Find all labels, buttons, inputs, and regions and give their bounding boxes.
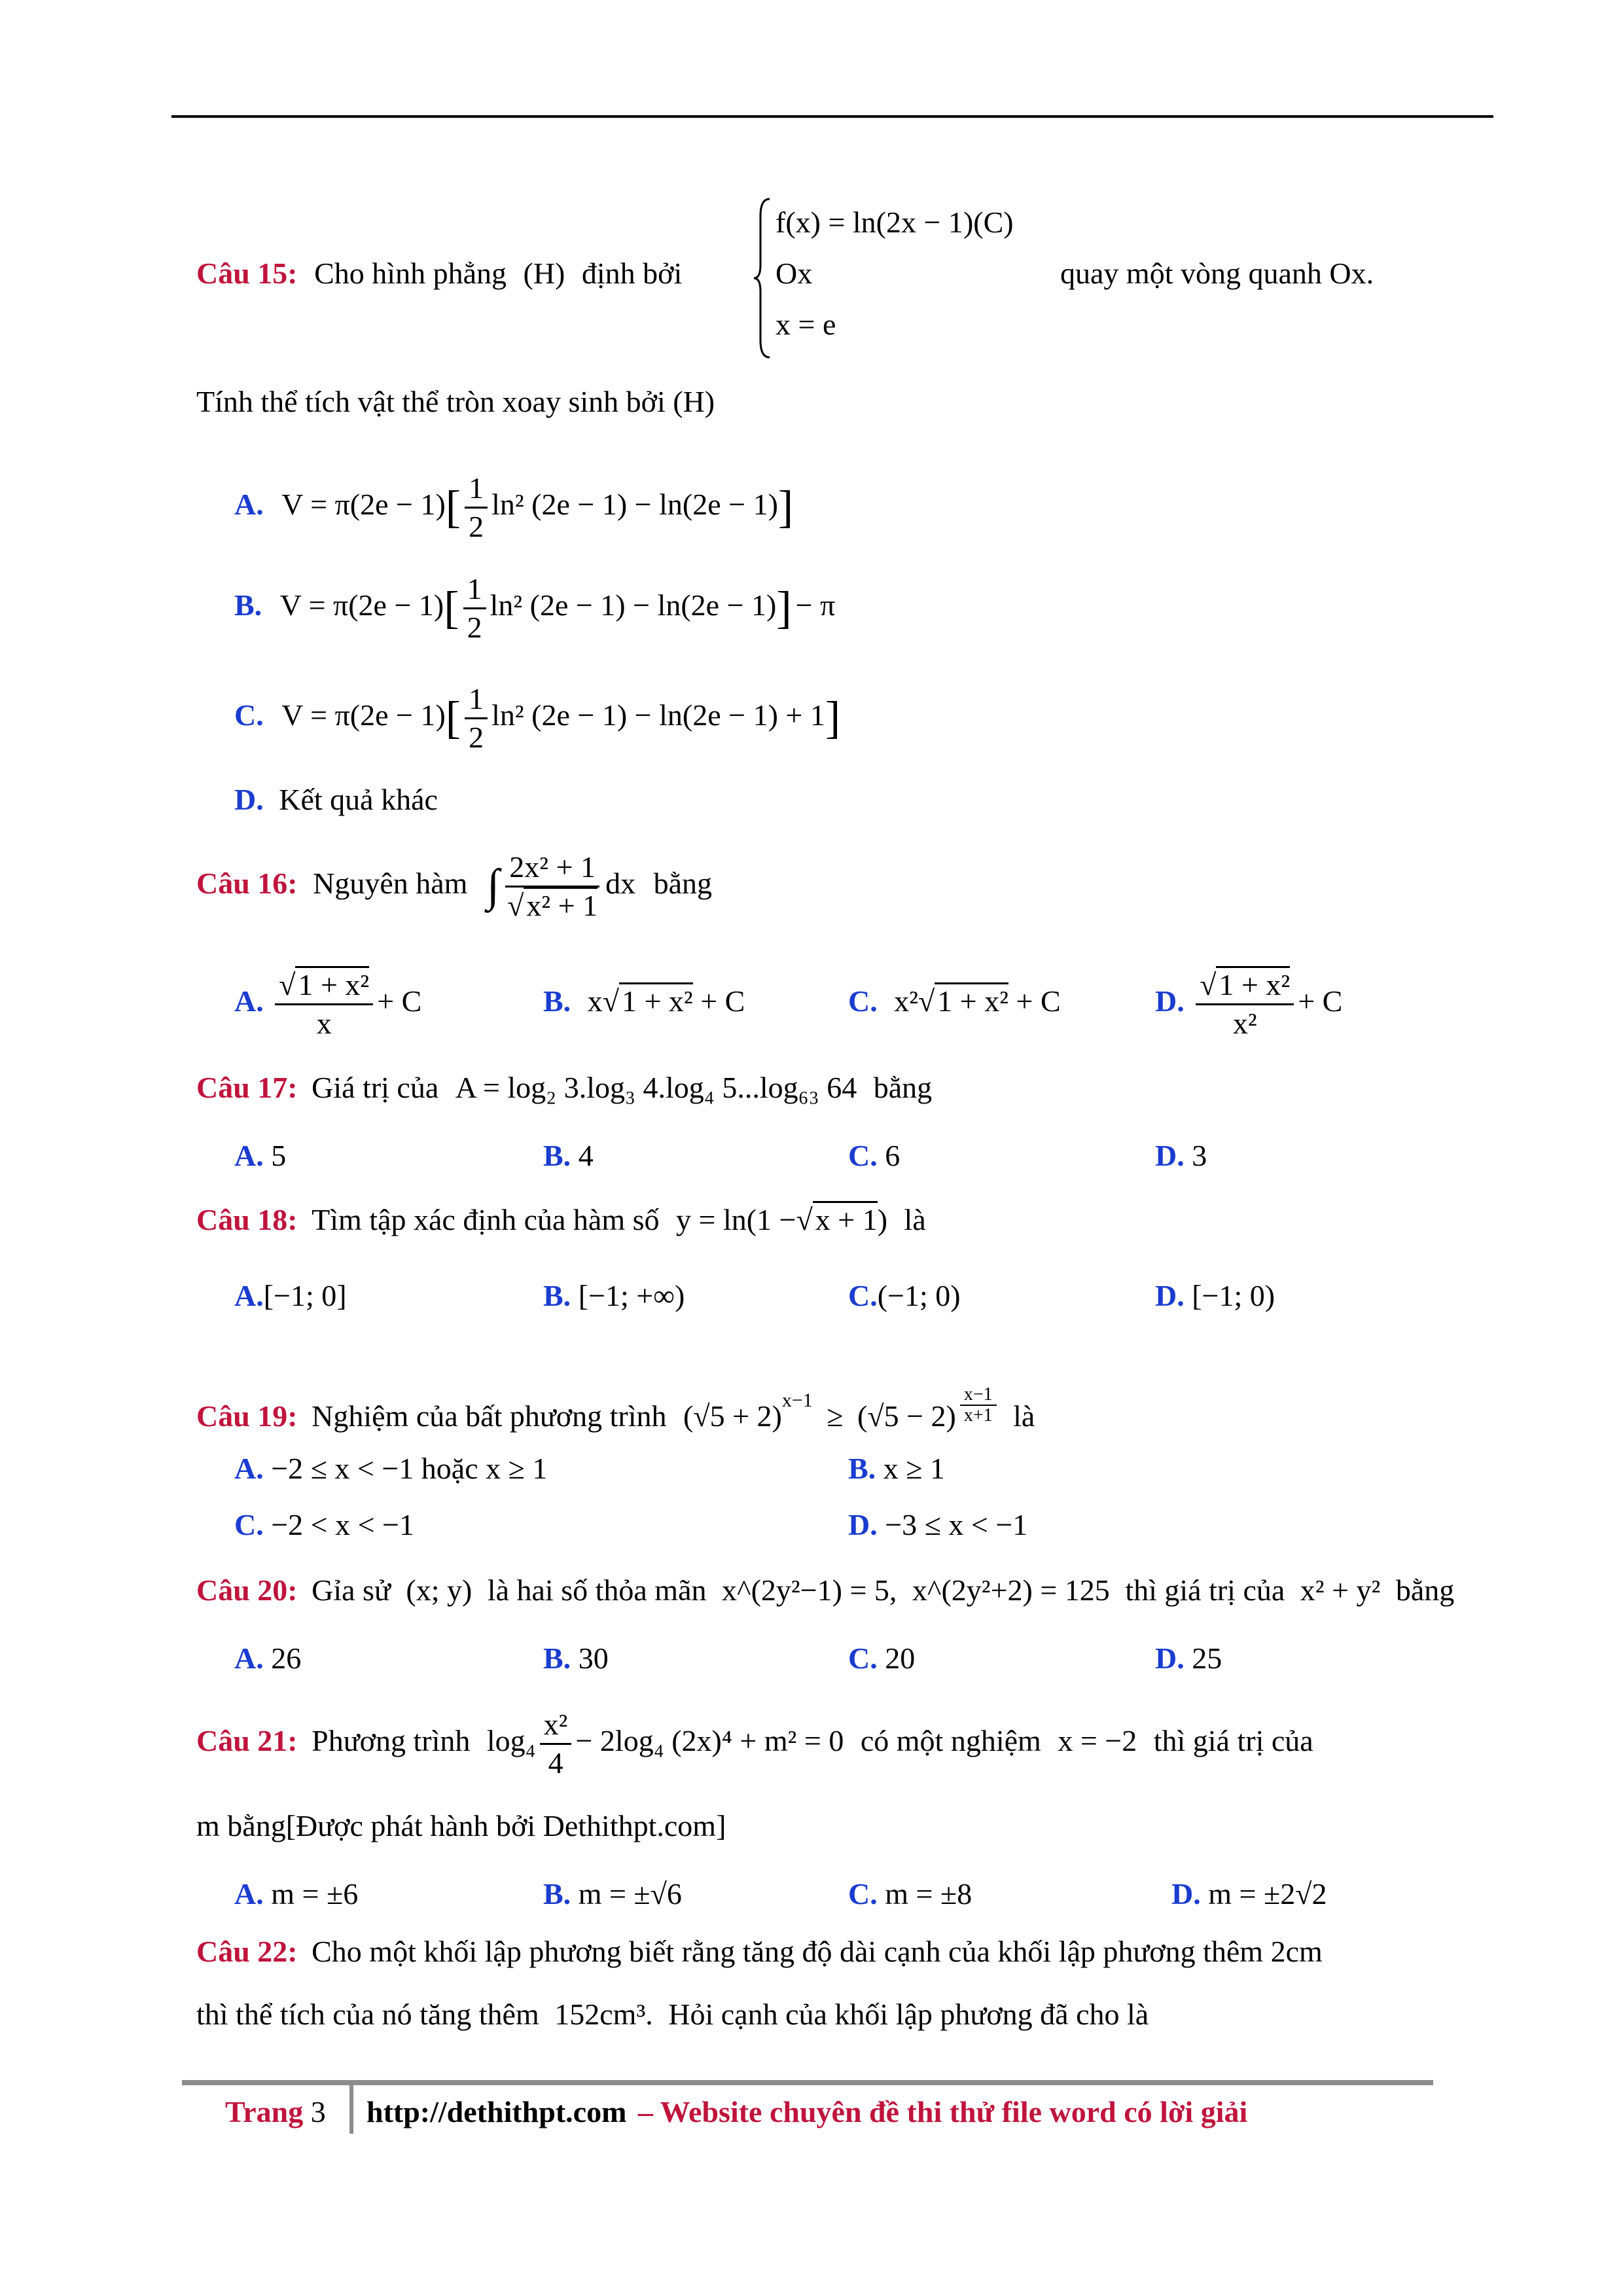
footer-url[interactable]: http://dethithpt.com (366, 2095, 627, 2128)
question-22-line2: thì thể tích của nó tăng thêm 152cm³. Hỏi cạnh của khối lập phương đã cho là (196, 1998, 1149, 2031)
option-19-B[interactable]: B. x ≥ 1 (848, 1452, 945, 1485)
integral-sign: ∫ (486, 861, 500, 912)
question-15-tail: quay một vòng quanh Ox. (1060, 257, 1374, 290)
header-rule (171, 115, 1493, 118)
question-22: Câu 22: Cho một khối lập phương biết rằng tăng độ dài cạnh của khối lập phương thêm 2cm (196, 1935, 1323, 1968)
system-line-2: Ox (776, 257, 813, 290)
option-21-D[interactable]: D. m = ±2√2 (1171, 1877, 1327, 1910)
option-20-C[interactable]: C. 20 (848, 1641, 916, 1675)
option-19-C[interactable]: C. −2 < x < −1 (234, 1508, 415, 1541)
option-21-C[interactable]: C. m = ±8 (848, 1877, 972, 1910)
option-17-A[interactable]: A. 5 (234, 1139, 287, 1172)
option-17-B[interactable]: B. 4 (543, 1139, 594, 1172)
question-21: Câu 21: Phương trình log₄ $\frac{\text{x²}}{4}$ − 2log₄ (2x)⁴ + m² = 0 có một nghiệm x = −2 thì giá trị của (196, 1707, 1313, 1780)
question-20: Câu 20: Gỉa sử (x; y) là hai số thỏa mãn x^(2y²−1) = 5, x^(2y²+2) = 125 thì giá trị của x² + y² bằng (196, 1573, 1455, 1607)
option-15-C[interactable]: C. V = π(2e − 1)[ $\frac{1}{2}$ ln² (2e − 1) − ln(2e − 1) + 1] (234, 682, 841, 754)
option-21-B[interactable]: B. m = ±√6 (543, 1877, 682, 1910)
footer-rule (182, 2080, 1433, 2085)
option-20-A[interactable]: A. 26 (234, 1641, 302, 1675)
question-16: Câu 16: Nguyên hàm ∫ $\frac{\text{2x² + 1}}{\text{√x² + 1}}$ dx bằng (196, 850, 713, 922)
option-16-C[interactable]: C. x²√1 + x² + C (848, 962, 1061, 1041)
option-19-A[interactable]: A. −2 ≤ x < −1 hoặc x ≥ 1 (234, 1452, 548, 1485)
option-15-A[interactable]: A. V = π(2e − 1)[ $\frac{1}{2}$ ln² (2e − 1) − ln(2e − 1)] (234, 471, 794, 543)
option-16-B[interactable]: B. x√1 + x² + C (543, 962, 745, 1041)
question-17: Câu 17: Giá trị của A = log₂ 3.log₃ 4.log₄ 5...log₆₃ 64 bằng (196, 1071, 933, 1104)
option-15-D[interactable]: D. Kết quả khác (234, 783, 438, 816)
question-18: Câu 18: Tìm tập xác định của hàm số y = ln(1 −√x + 1) là (196, 1200, 926, 1240)
option-15-B[interactable]: B. V = π(2e − 1)[ $\frac{1}{2}$ ln² (2e − 1) − ln(2e − 1)] − π (234, 572, 836, 644)
option-18-B[interactable]: B. [−1; +∞) (543, 1279, 685, 1312)
footer-page: Trang 3 (225, 2095, 326, 2128)
option-21-A[interactable]: A. m = ±6 (234, 1877, 359, 1910)
option-18-D[interactable]: D. [−1; 0) (1155, 1279, 1275, 1312)
option-18-A[interactable]: A.[−1; 0] (234, 1279, 347, 1312)
footer-divider (349, 2085, 353, 2134)
system-brace (753, 196, 772, 360)
option-18-C[interactable]: C.(−1; 0) (848, 1279, 961, 1312)
option-17-C[interactable]: C. 6 (848, 1139, 901, 1172)
question-21-line2: m bằng[Được phát hành bởi Dethithpt.com] (196, 1809, 726, 1842)
footer-website: http://dethithpt.com – Website chuyên đề thi thử file word có lời giải (366, 2095, 1248, 2128)
option-17-D[interactable]: D. 3 (1155, 1139, 1207, 1172)
option-20-D[interactable]: D. 25 (1155, 1641, 1222, 1675)
question-15-line2: Tính thể tích vật thể tròn xoay sinh bởi (H) (196, 385, 715, 418)
system-line-3: x = e (776, 308, 836, 341)
option-19-D[interactable]: D. −3 ≤ x < −1 (848, 1508, 1028, 1541)
option-16-D[interactable]: D. $\frac{\text{√1 + x²}}{\text{x²}}$ + C (1155, 962, 1342, 1042)
question-15: Câu 15: Cho hình phẳng (H) định bởi (196, 257, 683, 290)
system-line-1: f(x) = ln(2x − 1)(C) (776, 206, 1014, 239)
option-20-B[interactable]: B. 30 (543, 1641, 609, 1675)
option-16-A[interactable]: A. $\frac{\text{√1 + x²}}{x}$ + C (234, 962, 421, 1042)
question-15-number: Câu 15: (196, 257, 298, 290)
question-19: Câu 19: Nghiệm của bất phương trình $(√5 + 2)^{x-1} \ge (√5 - 2)$ $\frac{x-1}{x+1}$ là (196, 1384, 1035, 1433)
